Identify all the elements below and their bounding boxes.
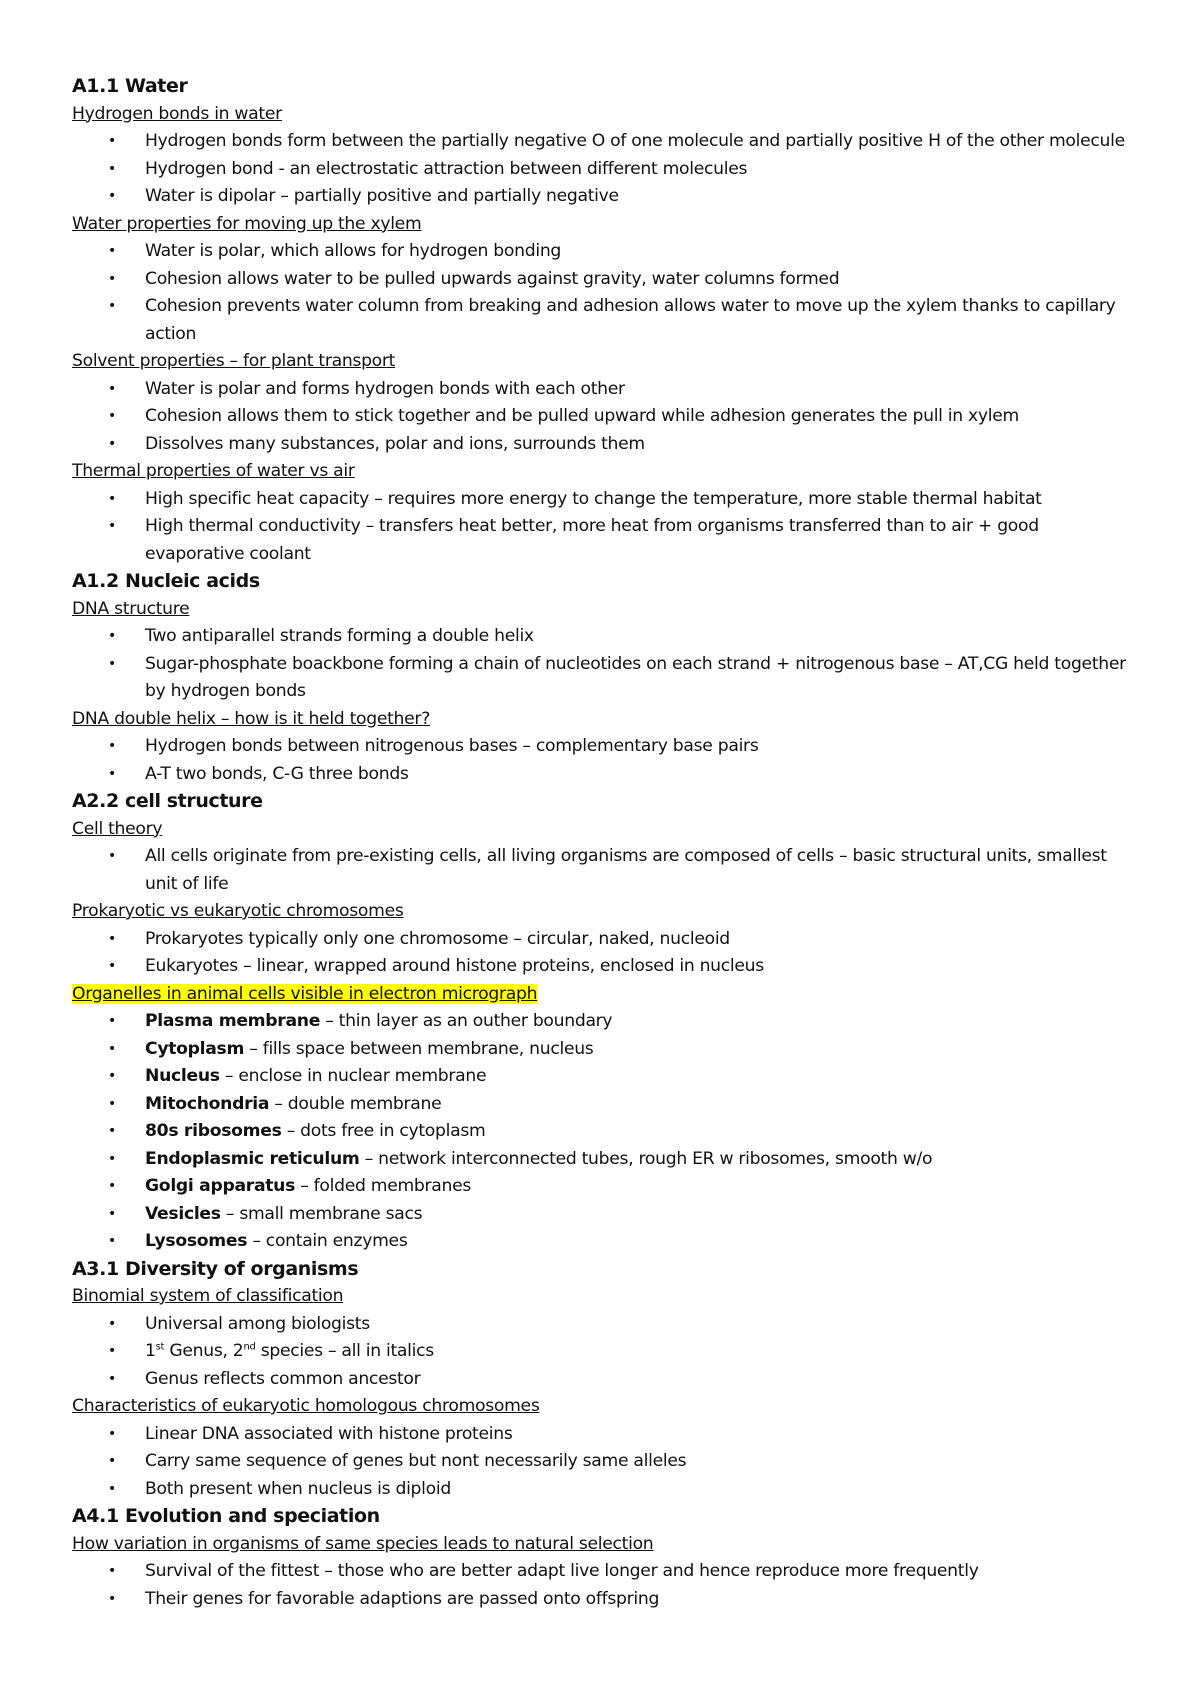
bullet-list xyxy=(72,376,1142,459)
organelle-list xyxy=(72,1008,1142,1256)
bullet-list xyxy=(72,1421,1142,1504)
list-item: • Cohesion prevents water column from breaking and adhesion allows water to move up the xylem thanks to capillary action xyxy=(72,293,1142,348)
bullet-icon: • xyxy=(108,1425,116,1442)
bullet-icon: • xyxy=(108,1040,116,1057)
list-item: • Cytoplasm – fills space between membrane, nucleus xyxy=(72,1036,1142,1064)
bullet-icon: • xyxy=(108,298,116,314)
bullet-icon: • xyxy=(108,1453,116,1469)
list-item: • Water is dipolar – partially positive and partially negative xyxy=(72,183,1142,211)
list-item: • Nucleus – enclose in nuclear membrane xyxy=(72,1063,1142,1091)
bullet-list xyxy=(72,486,1142,569)
section-title: A2.2 cell structure xyxy=(72,790,263,812)
list-item: • Universal among biologists xyxy=(72,1311,1142,1339)
bullet-icon: • xyxy=(108,243,116,259)
list-item: • Golgi apparatus – folded membranes xyxy=(72,1173,1142,1201)
bullet-list xyxy=(72,843,1142,898)
list-item: • Hydrogen bond - an electrostatic attraction between different molecules xyxy=(72,156,1142,184)
bullet-icon: • xyxy=(108,958,116,974)
list-item: • Water is polar, which allows for hydrogen bonding xyxy=(72,238,1142,266)
list-item: • Endoplasmic reticulum – network interconnected tubes, rough ER w ribosomes, smooth w/o xyxy=(72,1146,1142,1174)
subsection-heading: How variation in organisms of same species leads to natural selection xyxy=(72,1533,654,1554)
bullet-icon: • xyxy=(108,1013,116,1029)
bullet-icon: • xyxy=(108,930,116,947)
bullet-icon: • xyxy=(108,848,116,864)
list-item: • High specific heat capacity – requires more energy to change the temperature, more stable thermal habitat xyxy=(72,486,1142,514)
subsection-heading: Prokaryotic vs eukaryotic chromosomes xyxy=(72,901,404,921)
bullet-icon: • xyxy=(108,188,116,204)
bullet-icon: • xyxy=(108,1123,116,1139)
bullet-icon: • xyxy=(108,435,116,452)
bullet-list xyxy=(72,238,1142,348)
bullet-icon: • xyxy=(108,1150,116,1167)
subsection-heading: DNA double helix – how is it held together? xyxy=(72,708,431,729)
bullet-icon: • xyxy=(108,160,116,177)
list-item: • A-T two bonds, C-G three bonds xyxy=(72,761,1142,789)
bullet-icon: • xyxy=(108,1343,116,1359)
document-page xyxy=(72,73,1142,1613)
bullet-icon: • xyxy=(108,133,116,149)
bullet-list xyxy=(72,1311,1142,1394)
list-item: • Mitochondria – double membrane xyxy=(72,1091,1142,1119)
list-item: • Sugar-phosphate boackbone forming a chain of nucleotides on each strand + nitrogenous base – AT,CG held together by hydrogen bonds xyxy=(72,651,1142,706)
bullet-list xyxy=(72,128,1142,211)
bullet-icon: • xyxy=(108,1590,116,1607)
list-item: • Cohesion allows them to stick together and be pulled upward while adhesion generates the pull in xylem xyxy=(72,403,1142,431)
bullet-icon: • xyxy=(108,1095,116,1112)
bullet-icon: • xyxy=(108,628,116,644)
list-item: • Plasma membrane – thin layer as an outher boundary xyxy=(72,1008,1142,1036)
bullet-icon: • xyxy=(108,1233,116,1249)
section-title: A1.2 Nucleic acids xyxy=(72,570,260,592)
bullet-icon: • xyxy=(108,380,116,397)
list-item: • Cohesion allows water to be pulled upwards against gravity, water columns formed xyxy=(72,266,1142,294)
list-item: • Eukaryotes – linear, wrapped around histone proteins, enclosed in nucleus xyxy=(72,953,1142,981)
bullet-list xyxy=(72,926,1142,981)
bullet-icon: • xyxy=(108,1068,116,1084)
subsection-heading: Binomial system of classification xyxy=(72,1286,344,1306)
bullet-icon: • xyxy=(108,738,116,754)
bullet-icon: • xyxy=(108,655,116,672)
bullet-icon: • xyxy=(108,1563,116,1579)
subsection-heading: Cell theory xyxy=(72,818,163,839)
list-item: • Both present when nucleus is diploid xyxy=(72,1476,1142,1504)
list-item: • Hydrogen bonds between nitrogenous bases – complementary base pairs xyxy=(72,733,1142,761)
list-item: • Prokaryotes typically only one chromosome – circular, naked, nucleoid xyxy=(72,926,1142,954)
bullet-list xyxy=(72,623,1142,706)
list-item: • High thermal conductivity – transfers heat better, more heat from organisms transferred than to air + good evaporative coolant xyxy=(72,513,1142,568)
subsection-heading: Thermal properties of water vs air xyxy=(72,461,355,481)
subsection-heading: Characteristics of eukaryotic homologous chromosomes xyxy=(72,1396,540,1416)
list-item: • Survival of the fittest – those who are better adapt live longer and hence reproduce more frequently xyxy=(72,1558,1142,1586)
bullet-icon: • xyxy=(108,1315,116,1332)
highlighted-subsection-heading: Organelles in animal cells visible in electron micrograph xyxy=(72,983,538,1004)
list-item: • Lysosomes – contain enzymes xyxy=(72,1228,1142,1256)
bullet-icon: • xyxy=(108,270,116,287)
list-item: • 1st Genus, 2nd species – all in italics xyxy=(72,1338,1142,1366)
bullet-icon: • xyxy=(108,1370,116,1387)
list-item: • All cells originate from pre-existing cells, all living organisms are composed of cells – basic structural units, smallest unit of life xyxy=(72,843,1142,898)
bullet-icon: • xyxy=(108,490,116,507)
subsection-heading: DNA structure xyxy=(72,598,190,619)
bullet-icon: • xyxy=(108,765,116,782)
section-title: A4.1 Evolution and speciation xyxy=(72,1505,380,1527)
list-item: • Linear DNA associated with histone proteins xyxy=(72,1421,1142,1449)
bullet-icon: • xyxy=(108,518,116,534)
bullet-list xyxy=(72,1558,1142,1613)
subsection-heading: Hydrogen bonds in water xyxy=(72,103,282,124)
list-item: • Dissolves many substances, polar and ions, surrounds them xyxy=(72,431,1142,459)
bullet-icon: • xyxy=(108,408,116,424)
list-item: • Their genes for favorable adaptions are passed onto offspring xyxy=(72,1586,1142,1614)
subsection-heading: Water properties for moving up the xylem xyxy=(72,213,422,234)
section-title: A1.1 Water xyxy=(72,75,188,97)
list-item: • Carry same sequence of genes but nont necessarily same alleles xyxy=(72,1448,1142,1476)
bullet-list xyxy=(72,733,1142,788)
bullet-icon: • xyxy=(108,1205,116,1222)
list-item: • 80s ribosomes – dots free in cytoplasm xyxy=(72,1118,1142,1146)
list-item: • Vesicles – small membrane sacs xyxy=(72,1201,1142,1229)
list-item: • Two antiparallel strands forming a double helix xyxy=(72,623,1142,651)
bullet-icon: • xyxy=(108,1178,116,1194)
list-item: • Hydrogen bonds form between the partially negative O of one molecule and partially positive H of the other molecule xyxy=(72,128,1142,156)
subsection-heading: Solvent properties – for plant transport xyxy=(72,351,396,371)
list-item: • Water is polar and forms hydrogen bonds with each other xyxy=(72,376,1142,404)
bullet-icon: • xyxy=(108,1480,116,1497)
list-item: • Genus reflects common ancestor xyxy=(72,1366,1142,1394)
section-title: A3.1 Diversity of organisms xyxy=(72,1257,359,1280)
